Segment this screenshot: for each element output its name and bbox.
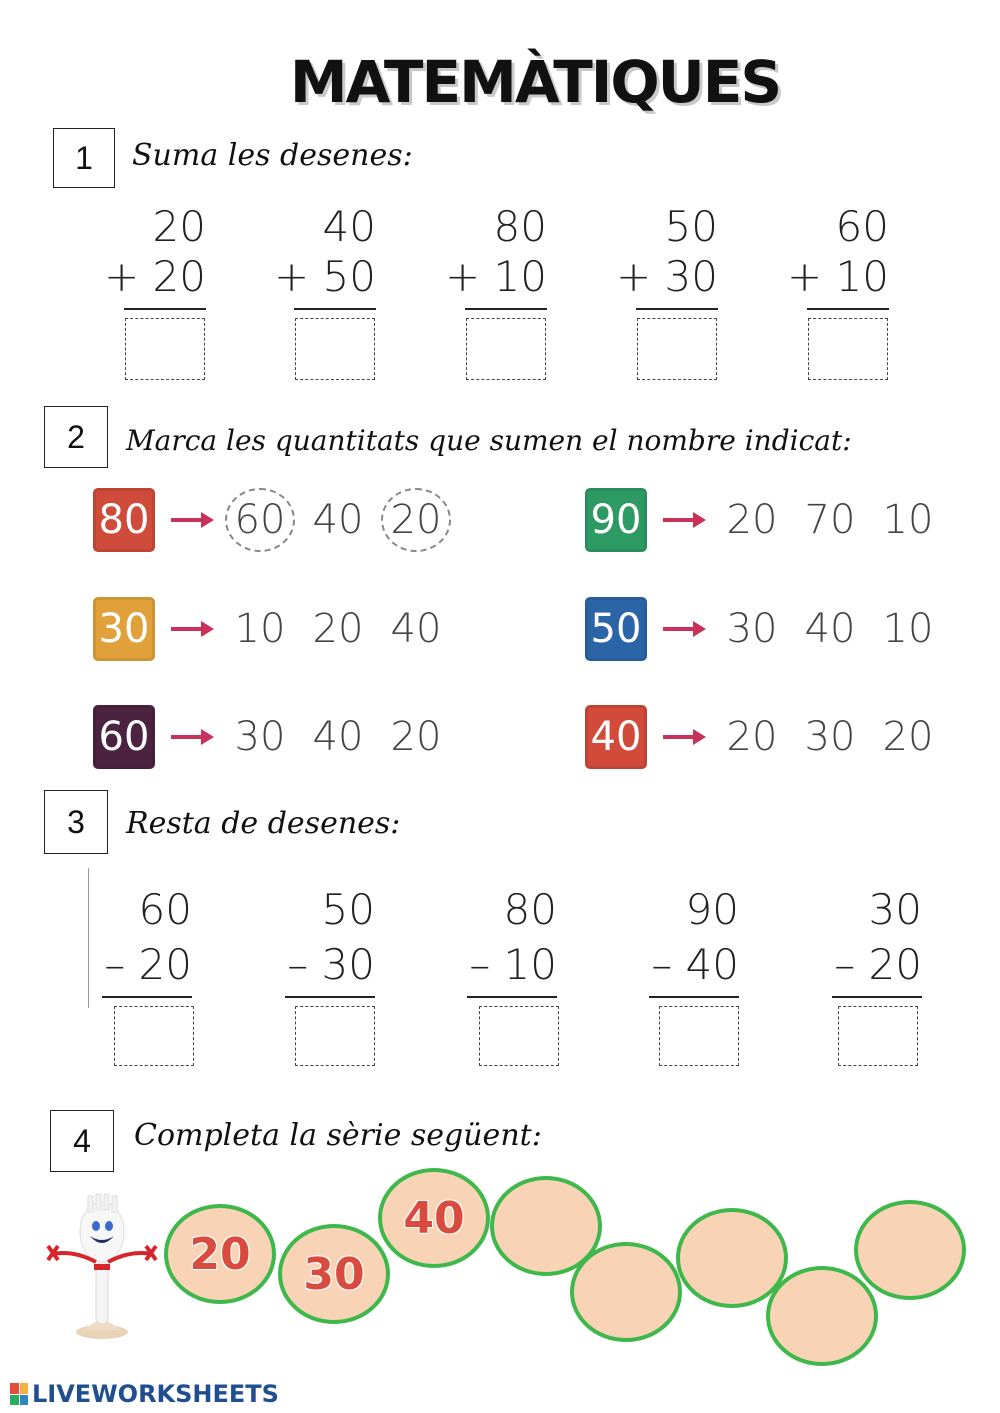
target-tile: 50: [585, 597, 647, 661]
answer-box[interactable]: [295, 1006, 375, 1066]
minuend: 80: [503, 885, 557, 934]
arrow-right-icon: [661, 510, 707, 530]
difference-rule: [285, 996, 375, 998]
target-tile: 30: [93, 597, 155, 661]
section-instruction-4: Completa la sèrie següent:: [134, 1118, 542, 1153]
difference-rule: [467, 996, 557, 998]
subtrahend: – 40: [651, 940, 739, 989]
choice-option[interactable]: 10: [234, 606, 286, 652]
answer-box[interactable]: [466, 318, 546, 380]
answer-box[interactable]: [838, 1006, 918, 1066]
addition-problem: [779, 202, 889, 380]
addition-problem: [437, 202, 547, 380]
choice-option[interactable]: 30: [804, 714, 856, 760]
target-row: [585, 488, 943, 552]
difference-rule: [649, 996, 739, 998]
footer-brand: [10, 1380, 279, 1408]
answer-box[interactable]: [125, 318, 205, 380]
minuend: 30: [868, 885, 922, 934]
subtrahend: – 10: [469, 940, 557, 989]
series-bubble: 20: [164, 1204, 276, 1304]
choice-option[interactable]: 20: [882, 714, 934, 760]
target-tile: 40: [585, 705, 647, 769]
arrow-right-icon: [169, 727, 215, 747]
target-tile: 90: [585, 488, 647, 552]
arrow-right-icon: [661, 727, 707, 747]
minuend: 90: [685, 885, 739, 934]
choice-option[interactable]: 20: [312, 606, 364, 652]
subtraction-problem: [265, 882, 375, 1066]
target-tile: 60: [93, 705, 155, 769]
subtraction-problem: [629, 882, 739, 1066]
sum-rule: [294, 308, 376, 310]
target-row: [93, 705, 451, 769]
target-row: [585, 705, 943, 769]
series-bubble: 30: [278, 1224, 390, 1324]
choice-option[interactable]: 20: [726, 497, 778, 543]
addend-bottom: + 30: [616, 252, 718, 301]
addition-problem: [96, 202, 206, 380]
addend-bottom: + 10: [787, 252, 889, 301]
target-tile: 80: [93, 488, 155, 552]
section-number-1: 1: [53, 128, 115, 188]
sum-rule: [124, 308, 206, 310]
series-bubble: 40: [378, 1168, 490, 1268]
answer-box[interactable]: [659, 1006, 739, 1066]
subtrahend: – 20: [834, 940, 922, 989]
addition-problem: [266, 202, 376, 380]
choice-option[interactable]: 70: [804, 497, 856, 543]
series-bubble-answer[interactable]: [854, 1200, 966, 1300]
addend-top: 80: [493, 202, 547, 251]
choice-option[interactable]: 30: [234, 714, 286, 760]
answer-box[interactable]: [295, 318, 375, 380]
arrow-right-icon: [169, 619, 215, 639]
subtrahend: – 30: [287, 940, 375, 989]
answer-box[interactable]: [479, 1006, 559, 1066]
choice-option[interactable]: 20: [390, 714, 442, 760]
minuend: 60: [138, 885, 192, 934]
sum-rule: [465, 308, 547, 310]
minuend: 50: [321, 885, 375, 934]
choice-option[interactable]: 40: [312, 714, 364, 760]
addend-top: 20: [152, 202, 206, 251]
addend-top: 50: [664, 202, 718, 251]
target-row: [585, 597, 943, 661]
addend-top: 40: [322, 202, 376, 251]
choice-option[interactable]: 10: [882, 497, 934, 543]
subtraction-problem: [812, 882, 922, 1066]
difference-rule: [832, 996, 922, 998]
subtraction-problem: [447, 882, 559, 1066]
choice-option[interactable]: 20: [726, 714, 778, 760]
choice-option[interactable]: 10: [882, 606, 934, 652]
answer-box[interactable]: [114, 1006, 194, 1066]
footer-brand-text: LIVEWORKSHEETS: [32, 1380, 279, 1408]
sum-rule: [807, 308, 889, 310]
choice-option[interactable]: 60: [225, 488, 295, 552]
arrow-right-icon: [169, 510, 215, 530]
target-row: [93, 488, 451, 552]
section-number-2: 2: [44, 406, 108, 468]
section-instruction-1: Suma les desenes:: [132, 138, 413, 173]
addition-problem: [608, 202, 718, 380]
choice-option[interactable]: 40: [312, 497, 364, 543]
section-instruction-2: Marca les quantitats que sumen el nombre indicat:: [126, 424, 852, 457]
difference-rule: [102, 996, 192, 998]
liveworksheets-logo-icon: [10, 1383, 28, 1405]
section-number-4: 4: [50, 1110, 114, 1172]
series-bubble-answer[interactable]: [766, 1266, 878, 1366]
section-number-3: 3: [44, 790, 108, 854]
addend-top: 60: [835, 202, 889, 251]
answer-box[interactable]: [637, 318, 717, 380]
choice-option[interactable]: 40: [804, 606, 856, 652]
arrow-right-icon: [661, 619, 707, 639]
sum-rule: [636, 308, 718, 310]
choice-option[interactable]: 20: [381, 488, 451, 552]
addend-bottom: + 10: [445, 252, 547, 301]
subtraction-problem: [82, 882, 194, 1066]
section-instruction-3: Resta de desenes:: [126, 806, 401, 841]
forky-character-image: [44, 1192, 160, 1342]
subtrahend: – 20: [104, 940, 192, 989]
series-bubble-answer[interactable]: [570, 1242, 682, 1342]
choice-option[interactable]: 40: [390, 606, 442, 652]
answer-box[interactable]: [808, 318, 888, 380]
addend-bottom: + 20: [104, 252, 206, 301]
page-title: MATEMÀTIQUES: [289, 48, 781, 116]
choice-option[interactable]: 30: [726, 606, 778, 652]
target-row: [93, 597, 451, 661]
addend-bottom: + 50: [274, 252, 376, 301]
